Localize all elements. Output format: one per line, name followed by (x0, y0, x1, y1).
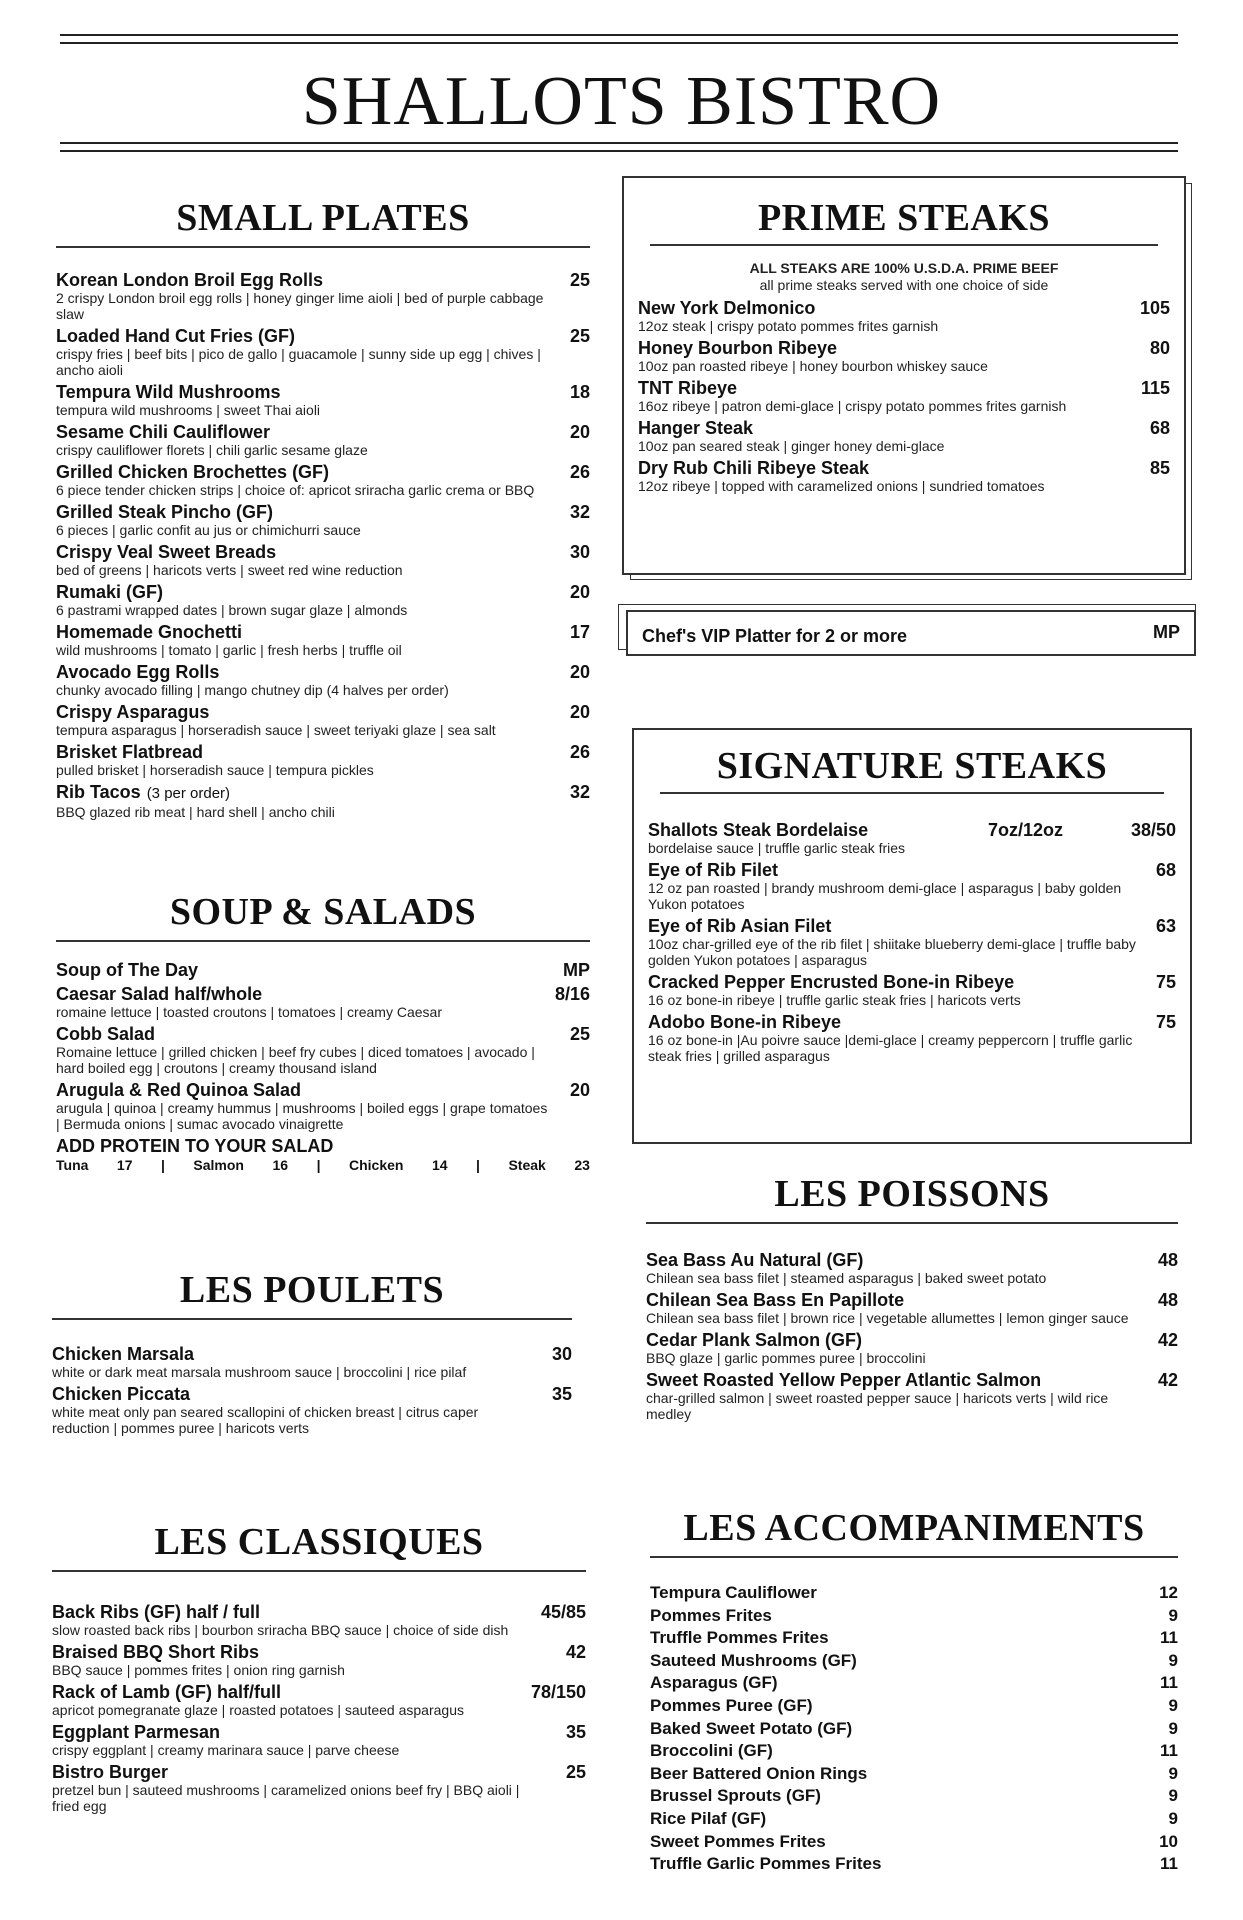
menu-item-name (56, 622, 590, 642)
protein-tuna-price: 17 (116, 1157, 133, 1173)
menu-item-price: 26 (569, 462, 590, 482)
menu-item-price: 17 (569, 622, 590, 642)
side-item[interactable] (650, 1718, 1178, 1741)
menu-item-name-text: Tempura Wild Mushrooms (56, 382, 281, 402)
menu-item-name (52, 1762, 586, 1782)
menu-item-price: 25 (565, 1762, 586, 1782)
menu-item-price: 30 (551, 1344, 572, 1364)
menu-item-description: crispy cauliflower florets | chili garlic sesame glaze (56, 442, 368, 458)
menu-item-description: white meat only pan seared scallopini of chicken breast | citrus caper reduction | pommes puree | haricots verts (52, 1404, 479, 1436)
menu-item-description: 12oz steak | crispy potato pommes frites garnish (638, 318, 939, 334)
menu-item-name-text: TNT Ribeye (638, 378, 738, 398)
menu-item[interactable] (56, 1024, 590, 1076)
menu-item-name (56, 1080, 590, 1100)
menu-item-name-text: Chilean Sea Bass En Papillote (646, 1290, 905, 1310)
protein-sep: | (476, 1157, 480, 1173)
les-classiques-section (52, 1520, 586, 1818)
menu-item-description: 16 oz bone-in |Au poivre sauce |demi-glace | creamy peppercorn | truffle garlic steak fries | grilled asparagus (648, 1032, 1133, 1064)
protein-sep: | (160, 1157, 165, 1173)
side-item[interactable] (650, 1582, 1178, 1605)
side-item-price: 9 (1168, 1718, 1178, 1738)
menu-item-price: 35 (551, 1384, 572, 1404)
menu-item-price: 35 (565, 1722, 586, 1742)
menu-item-name (56, 960, 590, 980)
menu-item-name-text: Arugula & Red Quinoa Salad (56, 1080, 302, 1100)
menu-item-name (52, 1642, 586, 1662)
menu-item-name (56, 502, 590, 522)
menu-item-name (52, 1682, 586, 1702)
menu-item-name (56, 270, 590, 290)
side-item[interactable] (650, 1672, 1178, 1695)
menu-item-name (638, 458, 1170, 478)
header-rule-bottom-2 (60, 150, 1178, 152)
menu-item[interactable] (56, 622, 590, 658)
side-item-name: Rice Pilaf (GF) (650, 1808, 767, 1828)
menu-item-name-text: Braised BBQ Short Ribs (52, 1642, 260, 1662)
menu-item-price: MP (563, 960, 590, 980)
prime-steaks-title: PRIME STEAKS (757, 197, 1051, 239)
les-accompaniments-rule (650, 1556, 1178, 1558)
menu-item[interactable] (638, 338, 1170, 374)
menu-item-description: slow roasted back ribs | bourbon sriracha BBQ sauce | choice of side dish (52, 1622, 509, 1638)
menu-item-name (56, 382, 590, 402)
menu-item[interactable] (56, 1080, 590, 1132)
menu-item-name (638, 418, 1170, 438)
small-plates-list (56, 270, 590, 820)
side-item-price: 12 (1159, 1583, 1178, 1602)
menu-item-price: 105 (1139, 298, 1170, 318)
side-item-name: Pommes Frites (650, 1605, 772, 1625)
menu-item-price: 78/150 (530, 1682, 586, 1702)
menu-item-name-text: Cracked Pepper Encrusted Bone-in Ribeye (648, 972, 1015, 992)
les-poulets-section (52, 1268, 572, 1440)
side-item[interactable] (650, 1650, 1178, 1673)
menu-item-price: 48 (1157, 1290, 1178, 1310)
menu-item-name (648, 860, 1176, 880)
menu-item-name (646, 1330, 1178, 1350)
prime-steaks-list (638, 298, 1170, 494)
menu-item-price: 20 (569, 702, 590, 722)
menu-item-name (52, 1602, 586, 1622)
menu-item[interactable] (646, 1290, 1178, 1326)
vip-price: MP (1153, 622, 1180, 642)
menu-item[interactable] (56, 662, 590, 698)
menu-item-name-text: Eye of Rib Filet (648, 860, 779, 880)
menu-item[interactable] (648, 820, 1176, 856)
soup-salads-title: SOUP & SALADS (169, 891, 477, 933)
menu-item-description: 2 crispy London broil egg rolls | honey ginger lime aioli | bed of purple cabbage slaw (56, 290, 544, 322)
prime-steaks-note-2: all prime steaks served with one choice of side (759, 277, 1049, 293)
menu-item-name-text: Avocado Egg Rolls (56, 662, 220, 682)
menu-item-name (56, 422, 590, 442)
menu-item-name (638, 338, 1170, 358)
menu-item-name-text: Grilled Steak Pincho (GF) (56, 502, 274, 522)
menu-item-name-text: Rib Tacos (56, 782, 141, 802)
side-item-price: 10 (1159, 1831, 1178, 1851)
side-item-price: 9 (1168, 1695, 1178, 1715)
les-poissons-list (646, 1250, 1178, 1422)
menu-item-description: pretzel bun | sauteed mushrooms | caramelized onions beef fry | BBQ aioli | fried egg (52, 1782, 520, 1814)
menu-item[interactable] (52, 1762, 586, 1814)
protein-chicken: Chicken (348, 1157, 404, 1173)
small-plates-rule (56, 246, 590, 248)
menu-item-price: 42 (565, 1642, 586, 1662)
menu-item-price: 26 (569, 742, 590, 762)
menu-item-name-text: Eggplant Parmesan (52, 1722, 221, 1742)
header-rule-bottom-1 (60, 142, 1178, 144)
side-item-price: 11 (1160, 1673, 1178, 1693)
les-poulets-title: LES POULETS (179, 1269, 445, 1311)
menu-item-description: tempura wild mushrooms | sweet Thai aioli (56, 402, 321, 418)
menu-item-name-text: Rumaki (GF) (56, 582, 164, 602)
side-item[interactable] (650, 1627, 1178, 1650)
menu-item-name-text: Crispy Asparagus (56, 702, 210, 722)
menu-item-name-text: Korean London Broil Egg Rolls (56, 270, 323, 290)
menu-item-description: 16 oz bone-in ribeye | truffle garlic steak fries | haricots verts (648, 992, 1021, 1008)
menu-item-description: 10oz pan roasted ribeye | honey bourbon whiskey sauce (638, 358, 988, 374)
menu-item-price: 45/85 (540, 1602, 586, 1622)
menu-item-name-text: Cedar Plank Salmon (GF) (646, 1330, 863, 1350)
menu-item-name (56, 582, 590, 602)
menu-item-description: tempura asparagus | horseradish sauce | sweet teriyaki glaze | sea salt (56, 722, 496, 738)
menu-item[interactable] (638, 418, 1170, 454)
menu-item-name (56, 782, 590, 804)
menu-item[interactable] (56, 502, 590, 538)
menu-item-description: apricot pomegranate glaze | roasted potatoes | sauteed asparagus (52, 1702, 464, 1718)
menu-item[interactable] (646, 1330, 1178, 1366)
menu-item[interactable] (56, 960, 590, 980)
protein-chicken-price: 14 (431, 1157, 448, 1173)
menu-item-price: 25 (569, 270, 590, 290)
side-item-price: 11 (1160, 1854, 1178, 1874)
menu-item-description: BBQ glazed rib meat | hard shell | ancho chili (56, 804, 335, 820)
side-item-name: Sauteed Mushrooms (GF) (650, 1650, 857, 1670)
menu-item-name-text: Hanger Steak (638, 418, 754, 438)
prime-steaks-box (622, 176, 1186, 575)
menu-item[interactable] (638, 298, 1170, 334)
menu-item[interactable] (56, 326, 590, 378)
side-item[interactable] (650, 1831, 1178, 1854)
menu-item-name-text: Dry Rub Chili Ribeye Steak (638, 458, 870, 478)
side-item[interactable] (650, 1763, 1178, 1786)
menu-item-name (646, 1290, 1178, 1310)
side-item-name: Brussel Sprouts (GF) (650, 1786, 821, 1806)
side-item-name: Tempura Cauliflower (650, 1583, 817, 1602)
menu-item[interactable] (52, 1384, 572, 1436)
soup-salads-list (56, 960, 590, 1132)
side-item-name: Truffle Pommes Frites (650, 1628, 829, 1648)
side-item-name: Beer Battered Onion Rings (650, 1763, 868, 1783)
menu-item-name-text: Caesar Salad half/whole (56, 984, 263, 1004)
menu-item-name-text: Crispy Veal Sweet Breads (56, 542, 277, 562)
menu-item-name-text: Eye of Rib Asian Filet (648, 916, 832, 936)
menu-item-description: char-grilled salmon | sweet roasted pepper sauce | haricots verts | wild rice medley (646, 1390, 1109, 1422)
les-accompaniments-section (650, 1506, 1178, 1876)
menu-item-price: 20 (569, 1080, 590, 1100)
side-item[interactable] (650, 1605, 1178, 1628)
menu-item-name (646, 1250, 1178, 1270)
menu-item[interactable] (646, 1250, 1178, 1286)
menu-item-name (638, 378, 1170, 398)
menu-item-description: BBQ sauce | pommes frites | onion ring garnish (52, 1662, 345, 1678)
menu-item[interactable] (52, 1682, 586, 1718)
side-item-price: 11 (1160, 1741, 1178, 1761)
menu-item[interactable] (56, 582, 590, 618)
menu-item-description: 10oz char-grilled eye of the rib filet | shiitake blueberry demi-glace | truffle baby golden Yukon potatoes | asparagus (648, 936, 1136, 968)
menu-item-description: 12oz ribeye | topped with caramelized onions | sundried tomatoes (638, 478, 1045, 494)
les-poulets-rule (52, 1318, 572, 1320)
header-rule-top-1 (60, 34, 1178, 36)
menu-item[interactable] (56, 462, 590, 498)
les-poissons-rule (646, 1222, 1178, 1224)
menu-item[interactable] (648, 860, 1176, 912)
menu-item-price: 25 (569, 1024, 590, 1044)
menu-item-name (638, 298, 1170, 318)
protein-steak: Steak (508, 1157, 546, 1173)
menu-item-name (56, 742, 590, 762)
menu-item[interactable] (648, 972, 1176, 1008)
menu-item-description: arugula | quinoa | creamy hummus | mushrooms | boiled eggs | grape tomatoes | Bermuda onions | sumac avocado vinaigrette (56, 1100, 548, 1132)
menu-item-price: 68 (1149, 418, 1170, 438)
menu-item-name (52, 1722, 586, 1742)
menu-item-name-text: Homemade Gnochetti (56, 622, 243, 642)
menu-item-description: 16oz ribeye | patron demi-glace | crispy potato pommes frites garnish (638, 398, 1067, 414)
menu-item-name-text: Chicken Marsala (52, 1344, 195, 1364)
side-item-name: Baked Sweet Potato (GF) (650, 1718, 853, 1738)
menu-item[interactable] (52, 1602, 586, 1638)
menu-item-name-text: Rack of Lamb (GF) half/full (52, 1682, 282, 1702)
menu-item-name (56, 326, 590, 346)
side-item[interactable] (650, 1785, 1178, 1808)
side-item-name: Pommes Puree (GF) (650, 1695, 813, 1715)
soup-salads-rule (56, 940, 590, 942)
side-item-price: 9 (1168, 1605, 1178, 1625)
menu-item-name (56, 984, 590, 1004)
vip-item[interactable] (628, 612, 1194, 646)
side-item[interactable] (650, 1740, 1178, 1763)
menu-item-price: 20 (569, 582, 590, 602)
menu-item-description: chunky avocado filling | mango chutney dip (4 halves per order) (56, 682, 449, 698)
menu-item-description: 10oz pan seared steak | ginger honey demi-glace (638, 438, 945, 454)
menu-item-price: 42 (1157, 1330, 1178, 1350)
menu-item[interactable] (646, 1370, 1178, 1422)
menu-item-description: pulled brisket | horseradish sauce | tempura pickles (56, 762, 374, 778)
menu-item-description: 6 pastrami wrapped dates | brown sugar glaze | almonds (56, 602, 408, 618)
menu-item-price: 38/50 (1130, 820, 1176, 840)
signature-steaks-box (632, 728, 1192, 1144)
menu-item-name (646, 1370, 1178, 1390)
protein-sep: | (316, 1157, 321, 1173)
menu-item-name-text: New York Delmonico (638, 298, 816, 318)
protein-heading: ADD PROTEIN TO YOUR SALAD (56, 1136, 334, 1156)
menu-item-description: 6 piece tender chicken strips | choice of: apricot sriracha garlic crema or BBQ (56, 482, 535, 498)
menu-item-name-text: Sea Bass Au Natural (GF) (646, 1250, 864, 1270)
side-item-price: 9 (1168, 1763, 1178, 1783)
side-item[interactable] (650, 1695, 1178, 1718)
side-item-name: Asparagus (GF) (650, 1673, 778, 1693)
menu-item-name (56, 702, 590, 722)
les-accompaniments-title: LES ACCOMPANIMENTS (683, 1507, 1145, 1549)
menu-item-name (56, 462, 590, 482)
signature-steaks-rule (660, 792, 1164, 794)
menu-item[interactable] (56, 742, 590, 778)
side-item-name: Truffle Garlic Pommes Frites (650, 1854, 882, 1874)
menu-item[interactable] (56, 782, 590, 820)
menu-item-note: (3 per order) (146, 785, 231, 802)
side-item[interactable] (650, 1853, 1178, 1876)
menu-item-price: 32 (569, 782, 590, 802)
signature-steaks-list (648, 820, 1176, 1064)
protein-row (56, 1156, 590, 1174)
menu-item[interactable] (648, 1012, 1176, 1064)
menu-item-description: Chilean sea bass filet | steamed asparagus | baked sweet potato (646, 1270, 1047, 1286)
menu-item-name-text: Chicken Piccata (52, 1384, 191, 1404)
menu-item-name-text: Grilled Chicken Brochettes (GF) (56, 462, 330, 482)
menu-item-description: bed of greens | haricots verts | sweet red wine reduction (56, 562, 403, 578)
menu-item-description: Chilean sea bass filet | brown rice | vegetable allumettes | lemon ginger sauce (646, 1310, 1129, 1326)
menu-item-price: 80 (1149, 338, 1170, 358)
vip-name: Chef's VIP Platter for 2 or more (642, 626, 908, 646)
menu-item-price: 68 (1155, 860, 1176, 880)
menu-item-name-text: Shallots Steak Bordelaise (648, 820, 869, 840)
menu-item-price: 85 (1149, 458, 1170, 478)
menu-item-description: crispy eggplant | creamy marinara sauce | parve cheese (52, 1742, 400, 1758)
menu-item-name-text: Honey Bourbon Ribeye (638, 338, 838, 358)
menu-item[interactable] (56, 270, 590, 322)
menu-item-description: bordelaise sauce | truffle garlic steak fries (648, 840, 906, 856)
menu-item-name (648, 916, 1176, 936)
menu-item-price: 75 (1155, 1012, 1176, 1032)
protein-steak-price: 23 (574, 1157, 590, 1173)
side-item-name: Sweet Pommes Frites (650, 1831, 826, 1851)
menu-item-name-text: Brisket Flatbread (56, 742, 204, 762)
les-poulets-list (52, 1344, 572, 1436)
menu-item[interactable] (56, 382, 590, 418)
menu-item[interactable] (52, 1642, 586, 1678)
protein-salmon-price: 16 (272, 1157, 289, 1173)
protein-tuna: Tuna (56, 1157, 89, 1173)
menu-item-name-text: Adobo Bone-in Ribeye (648, 1012, 841, 1032)
menu-item-price: 32 (569, 502, 590, 522)
small-plates-title: SMALL PLATES (176, 197, 470, 239)
menu-item[interactable] (638, 458, 1170, 494)
menu-item-price: 48 (1157, 1250, 1178, 1270)
side-item[interactable] (650, 1808, 1178, 1831)
menu-item[interactable] (648, 916, 1176, 968)
menu-item-price: 20 (569, 422, 590, 442)
menu-item-name (56, 1024, 590, 1044)
menu-item-price: 25 (569, 326, 590, 346)
signature-steaks-title: SIGNATURE STEAKS (716, 745, 1108, 787)
menu-item[interactable] (638, 378, 1170, 414)
menu-item-price: 8/16 (554, 984, 590, 1004)
menu-item-name (56, 542, 590, 562)
menu-item-description: Romaine lettuce | grilled chicken | beef fry cubes | diced tomatoes | avocado | hard boiled egg | croutons | creamy thousand island (56, 1044, 535, 1076)
menu-item-name (56, 662, 590, 682)
les-classiques-title: LES CLASSIQUES (154, 1521, 484, 1563)
menu-item-name-text: Loaded Hand Cut Fries (GF) (56, 326, 296, 346)
side-item-price: 9 (1168, 1808, 1178, 1828)
menu-item-description: crispy fries | beef bits | pico de gallo | guacamole | sunny side up egg | chives | ancho aioli (56, 346, 541, 378)
menu-item-name (648, 820, 1176, 840)
menu-item-price: 30 (569, 542, 590, 562)
menu-item-description: white or dark meat marsala mushroom sauce | broccolini | rice pilaf (52, 1364, 467, 1380)
menu-item-name (648, 972, 1176, 992)
prime-steaks-note-1: ALL STEAKS ARE 100% U.S.D.A. PRIME BEEF (749, 260, 1059, 276)
small-plates-section (56, 196, 590, 824)
header-rule-top-2 (60, 42, 1178, 44)
menu-item[interactable] (56, 984, 590, 1020)
menu-item-price: 42 (1157, 1370, 1178, 1390)
menu-item-price: 20 (569, 662, 590, 682)
prime-steaks-rule (650, 244, 1158, 246)
menu-item-name-text: Sweet Roasted Yellow Pepper Atlantic Salmon (646, 1370, 1042, 1390)
menu-item-size: 7oz/12oz (988, 820, 1064, 840)
les-accompaniments-list (650, 1582, 1178, 1876)
menu-item-name-text: Sesame Chili Cauliflower (56, 422, 271, 442)
menu-item-name-text: Cobb Salad (56, 1024, 156, 1044)
les-poissons-section (646, 1172, 1178, 1426)
menu-item-name-text: Soup of The Day (56, 960, 199, 980)
vip-box (626, 610, 1196, 656)
menu-item[interactable] (56, 422, 590, 458)
les-classiques-rule (52, 1570, 586, 1572)
menu-item-name (52, 1384, 572, 1404)
menu-item-price: 75 (1155, 972, 1176, 992)
soup-salads-section (56, 890, 590, 1174)
les-poissons-title: LES POISSONS (774, 1173, 1050, 1215)
les-classiques-list (52, 1602, 586, 1814)
protein-heading-row (56, 1136, 590, 1156)
side-item-price: 9 (1168, 1786, 1178, 1806)
side-item-price: 9 (1168, 1650, 1178, 1670)
menu-item-price: 63 (1155, 916, 1176, 936)
menu-item-description: BBQ glaze | garlic pommes puree | broccolini (646, 1350, 926, 1366)
menu-item-description: romaine lettuce | toasted croutons | tomatoes | creamy Caesar (56, 1004, 442, 1020)
menu-item[interactable] (52, 1344, 572, 1380)
protein-salmon: Salmon (193, 1157, 244, 1173)
menu-item-price: 18 (569, 382, 590, 402)
menu-item-description: 12 oz pan roasted | brandy mushroom demi-glace | asparagus | baby golden Yukon potatoes (648, 880, 1122, 912)
menu-item-name-text: Bistro Burger (52, 1762, 169, 1782)
menu-item-description: 6 pieces | garlic confit au jus or chimichurri sauce (56, 522, 361, 538)
side-item-price: 11 (1160, 1628, 1178, 1648)
side-item-name: Broccolini (GF) (650, 1741, 773, 1761)
menu-item[interactable] (56, 702, 590, 738)
menu-item-name (52, 1344, 572, 1364)
menu-item[interactable] (56, 542, 590, 578)
restaurant-title: SHALLOTS BISTRO (301, 63, 942, 140)
menu-item-description: wild mushrooms | tomato | garlic | fresh herbs | truffle oil (56, 642, 402, 658)
menu-item-price: 115 (1140, 378, 1170, 398)
menu-item-name (648, 1012, 1176, 1032)
menu-item-name-text: Back Ribs (GF) half / full (52, 1602, 261, 1622)
menu-item[interactable] (52, 1722, 586, 1758)
